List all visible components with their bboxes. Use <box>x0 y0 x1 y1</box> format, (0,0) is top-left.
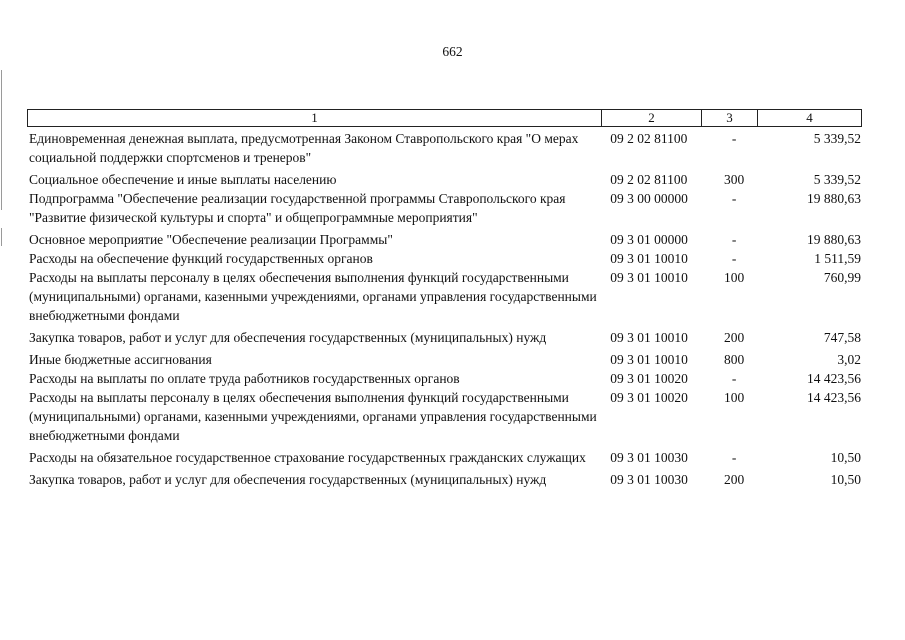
row-amount: 10,50 <box>830 450 861 465</box>
row-code: 09 2 02 81100 <box>610 172 688 187</box>
row-amount: 14 423,56 <box>806 371 861 386</box>
row-amount: 19 880,63 <box>806 191 861 206</box>
row-amount: 5 339,52 <box>813 131 861 146</box>
row-name: Расходы на выплаты персоналу в целях обеспечения выполнения функций государственными (муниципальными) органами, казенными учреждениями, органами управления государственными внебюджетными фондами <box>29 270 597 323</box>
header-col-4: 4 <box>806 110 813 125</box>
row-type: 200 <box>724 472 745 487</box>
table-header <box>27 109 862 127</box>
table-row <box>28 369 862 388</box>
page-number: 662 <box>442 44 463 59</box>
row-name: Расходы на обязательное государственное страхование государственных гражданских служащих <box>29 450 586 465</box>
row-name: Расходы на выплаты по оплате труда работников государственных органов <box>29 371 460 386</box>
row-name: Социальное обеспечение и иные выплаты населению <box>29 172 337 187</box>
row-code: 09 3 01 00000 <box>610 232 688 247</box>
row-code: 09 3 01 10030 <box>610 472 688 487</box>
row-amount: 1 511,59 <box>814 251 861 266</box>
row-code: 09 3 01 10010 <box>610 251 688 266</box>
row-type: 100 <box>724 270 745 285</box>
table-row <box>28 448 862 467</box>
row-name: Основное мероприятие "Обеспечение реализации Программы" <box>29 232 393 247</box>
row-type: - <box>731 450 737 465</box>
table-row <box>28 350 862 369</box>
row-type: 100 <box>724 390 745 405</box>
row-code: 09 3 01 10010 <box>610 352 688 367</box>
table-row <box>28 328 862 347</box>
row-type: - <box>731 131 737 146</box>
row-amount: 10,50 <box>830 472 861 487</box>
row-amount: 760,99 <box>823 270 861 285</box>
row-code: 09 3 01 10020 <box>610 371 688 386</box>
header-col-2: 2 <box>602 110 702 126</box>
row-name: Иные бюджетные ассигнования <box>29 352 212 367</box>
row-type: - <box>731 371 737 386</box>
header-col-1: 1 <box>28 110 602 126</box>
scan-edge-line <box>1 70 2 210</box>
table-row <box>28 388 862 445</box>
row-code: 09 3 01 10010 <box>610 270 688 285</box>
row-type: - <box>731 191 737 206</box>
row-code: 09 3 01 10030 <box>610 450 688 465</box>
table-row <box>28 268 862 325</box>
row-name: Расходы на обеспечение функций государственных органов <box>29 251 373 266</box>
table-row <box>28 249 862 268</box>
table-row <box>28 230 862 249</box>
row-type: 800 <box>724 352 745 367</box>
table-body <box>28 129 862 489</box>
row-name: Единовременная денежная выплата, предусмотренная Законом Ставропольского края "О мерах социальной поддержки спортсменов и тренеров" <box>29 131 579 165</box>
table-row <box>28 470 862 489</box>
row-code: 09 3 01 10020 <box>610 390 688 405</box>
row-amount: 5 339,52 <box>813 172 861 187</box>
table-row <box>28 129 862 167</box>
row-code: 09 2 02 81100 <box>610 131 688 146</box>
row-amount: 747,58 <box>823 330 861 345</box>
row-type: 300 <box>724 172 745 187</box>
row-type: - <box>731 251 737 266</box>
row-amount: 14 423,56 <box>806 390 861 405</box>
row-type: 200 <box>724 330 745 345</box>
header-col-3: 3 <box>702 110 758 126</box>
scan-edge-line <box>1 228 2 246</box>
row-code: 09 3 01 10010 <box>610 330 688 345</box>
row-amount: 19 880,63 <box>806 232 861 247</box>
row-code: 09 3 00 00000 <box>610 191 688 206</box>
row-name: Закупка товаров, работ и услуг для обеспечения государственных (муниципальных) нужд <box>29 472 547 487</box>
row-name: Подпрограмма "Обеспечение реализации государственной программы Ставропольского края "Развитие физической культуры и спорта" и общепрограммные мероприятия" <box>29 191 566 225</box>
row-name: Закупка товаров, работ и услуг для обеспечения государственных (муниципальных) нужд <box>29 330 547 345</box>
row-type: - <box>731 232 737 247</box>
table-row <box>28 189 862 227</box>
table-row <box>28 170 862 189</box>
row-amount: 3,02 <box>837 352 861 367</box>
row-name: Расходы на выплаты персоналу в целях обеспечения выполнения функций государственными (муниципальными) органами, казенными учреждениями, органами управления государственными внебюджетными фондами <box>29 390 597 443</box>
